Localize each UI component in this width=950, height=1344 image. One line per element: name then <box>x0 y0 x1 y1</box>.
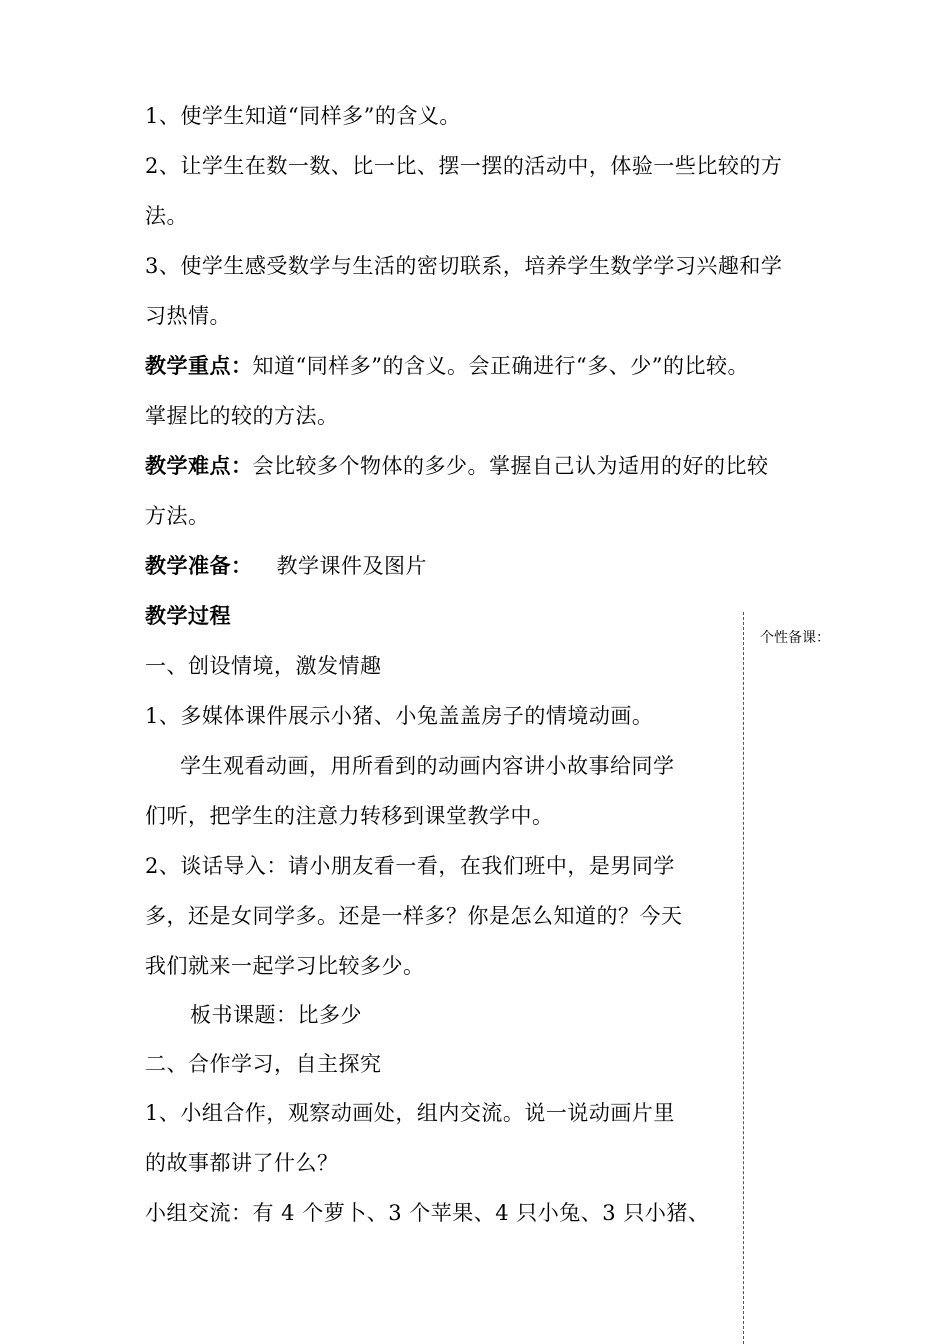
key-points-line-2: 掌握比的较的方法。 <box>145 404 339 428</box>
key-points-line-1 <box>145 352 749 380</box>
objective-3-line-1: 3、使学生感受数学与生活的密切联系，培养学生数学学习兴趣和学 <box>145 254 783 278</box>
difficulties-line-2: 方法。 <box>145 504 210 528</box>
objective-1: 1、使学生知道“同样多”的含义。 <box>145 104 461 128</box>
section-1-item-2-line-1: 2、谈话导入：请小朋友看一看，在我们班中，是男同学 <box>145 854 675 878</box>
preparation-label: 教学准备： <box>145 553 253 578</box>
key-points-label: 教学重点： <box>145 353 253 378</box>
difficulties-label: 教学难点： <box>145 453 253 478</box>
section-2-title: 二、合作学习，自主探究 <box>145 1052 382 1076</box>
preparation-text: 教学课件及图片 <box>276 554 427 578</box>
objective-2-line-2: 法。 <box>145 204 188 228</box>
section-1-item-1: 1、多媒体课件展示小猪、小兔盖盖房子的情境动画。 <box>145 704 654 728</box>
board-title: 板书课题：比多少 <box>190 1003 362 1027</box>
sidebar-divider <box>743 612 744 1344</box>
difficulties-line-1 <box>145 452 769 480</box>
section-1-paragraph-line-2: 们听，把学生的注意力转移到课堂教学中。 <box>145 804 554 828</box>
section-1-item-2-line-2: 多，还是女同学多。还是一样多？你是怎么知道的？今天 <box>145 904 683 928</box>
difficulties-text: 会比较多个物体的多少。掌握自己认为适用的好的比较 <box>252 454 769 478</box>
process-heading: 教学过程 <box>145 603 231 628</box>
section-1-item-2-line-3: 我们就来一起学习比较多少。 <box>145 954 425 978</box>
section-2-item-1-line-2: 的故事都讲了什么？ <box>145 1151 339 1175</box>
objective-3-line-2: 习热情。 <box>145 304 231 328</box>
sidebar-label: 个性备课： <box>760 630 830 646</box>
section-2-item-1-line-1: 1、小组合作，观察动画处，组内交流。说一说动画片里 <box>145 1101 675 1125</box>
objective-2-line-1: 2、让学生在数一数、比一比、摆一摆的活动中，体验一些比较的方 <box>145 154 783 178</box>
section-1-title: 一、创设情境，激发情趣 <box>145 654 382 678</box>
preparation-line <box>145 552 427 580</box>
key-points-text: 知道“同样多”的含义。会正确进行“多、少”的比较。 <box>252 354 749 378</box>
group-exchange-line: 小组交流：有 4 个萝卜、3 个苹果、4 只小兔、3 只小猪、 <box>145 1201 710 1225</box>
section-1-paragraph-line-1: 学生观看动画，用所看到的动画内容讲小故事给同学 <box>180 754 675 778</box>
